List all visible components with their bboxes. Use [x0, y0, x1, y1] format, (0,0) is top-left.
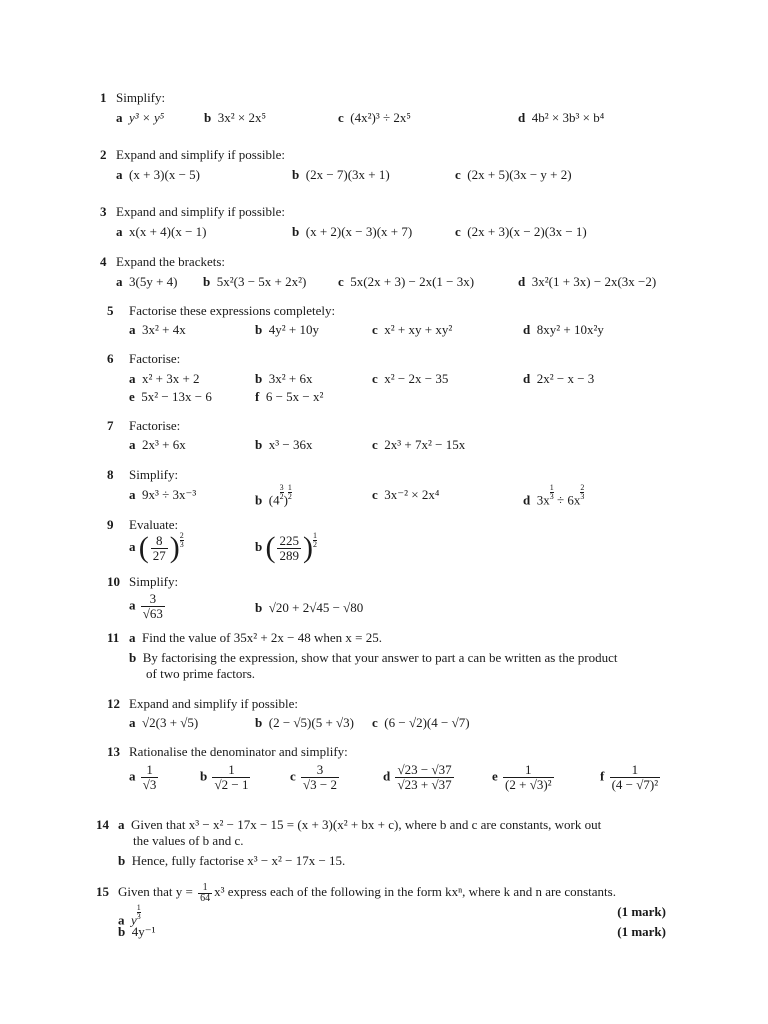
q14-number: 14 [96, 817, 109, 832]
q6-part-c: c x² − 2x − 35 [372, 371, 449, 386]
q14-part-a: a Given that x³ − x² − 17x − 15 = (x + 3)(x² + bx + c), where b and c are constants, work out [118, 817, 602, 832]
q13-number: 13 [107, 744, 120, 759]
q5-number: 5 [107, 303, 114, 318]
q11-part-b: b By factorising the expression, show that your answer to part a can be written as the product [129, 650, 618, 665]
q2-part-a: a (x + 3)(x − 5) [116, 167, 200, 182]
q6-part-b: b 3x² + 6x [255, 371, 313, 386]
q10-part-a: a $\frac{3}{√63}$ [129, 591, 163, 621]
q1-part-b: b 3x² × 2x⁵ [204, 110, 266, 125]
q3-part-c: c (2x + 3)(x − 2)(3x − 1) [455, 224, 587, 239]
q13-part-c: c $\frac{3}{√3 - 2}$ [290, 762, 337, 792]
q6-part-a: a x² + 3x + 2 [129, 371, 200, 386]
q15-part-b: b 4y⁻¹ [118, 924, 156, 939]
q12-part-b: b (2 − √5)(5 + √3) [255, 715, 354, 730]
q13-part-e: e $\frac{1}{\text{(2 + √3)²}}$ [492, 762, 552, 792]
q14-part-a-line2: the values of b and c. [133, 833, 244, 848]
q6-part-e: e 5x² − 13x − 6 [129, 389, 212, 404]
q13-prompt: Rationalise the denominator and simplify: [129, 744, 348, 759]
q9-number: 9 [107, 517, 114, 532]
q15-prompt: Given that y = $\frac{1}{64}$ x³ express each of the following in the form kxⁿ, where k and n are constants. [118, 881, 616, 904]
q4-part-c: c 5x(2x + 3) − 2x(1 − 3x) [338, 274, 475, 289]
q1-part-d: d 4b² × 3b³ × b⁴ [518, 110, 605, 125]
q3-part-a: a x(x + 4)(x − 1) [116, 224, 207, 239]
q8-number: 8 [107, 467, 114, 482]
q1-prompt: Simplify: [116, 90, 166, 105]
q1-number: 1 [100, 90, 107, 105]
q7-part-b: b x³ − 36x [255, 437, 313, 452]
q9-part-a: a ( $\frac{8}{27}$ ) $\frac{2}{3}$ [129, 531, 184, 565]
q5-prompt: Factorise these expressions completely: [129, 303, 336, 318]
q4-part-d: d 3x²(1 + 3x) − 2x(3x −2) [518, 274, 657, 289]
q6-number: 6 [107, 351, 114, 366]
q13-part-d: d $\frac{√23 - √37}{√23 + √37}$ [383, 762, 452, 792]
q6-prompt: Factorise: [129, 351, 181, 366]
q11-number: 11 [107, 630, 120, 645]
q5-part-d: d 8xy² + 10x²y [523, 322, 604, 337]
q2-part-c: c (2x + 5)(3x − y + 2) [455, 167, 572, 182]
q7-prompt: Factorise: [129, 418, 181, 433]
q11-part-a: a Find the value of 35x² + 2x − 48 when x = 25. [129, 630, 383, 645]
q12-number: 12 [107, 696, 120, 711]
q5-part-b: b 4y² + 10y [255, 322, 319, 337]
q11-part-b-line2: of two prime factors. [146, 666, 256, 681]
q8-part-a: a 9x³ ÷ 3x⁻³ [129, 487, 197, 502]
q9-prompt: Evaluate: [129, 517, 179, 532]
q12-part-c: c (6 − √2)(4 − √7) [372, 715, 470, 730]
q14-part-b: b Hence, fully factorise x³ − x² − 17x − 15. [118, 853, 346, 868]
q15-part-b-mark: (1 mark) [617, 924, 666, 939]
q8-part-c: c 3x⁻² × 2x⁴ [372, 487, 440, 502]
q2-prompt: Expand and simplify if possible: [116, 147, 285, 162]
q3-prompt: Expand and simplify if possible: [116, 204, 285, 219]
q2-part-b: b (2x − 7)(3x + 1) [292, 167, 390, 182]
q6-part-f: f 6 − 5x − x² [255, 389, 324, 404]
q8-part-d: d 3x $\frac{1}{3}$ ÷ 6x $\frac{2}{3}$ [523, 483, 585, 508]
q3-number: 3 [100, 204, 107, 219]
q5-part-c: c x² + xy + xy² [372, 322, 453, 337]
q6-part-d: d 2x² − x − 3 [523, 371, 595, 386]
q15-part-a-mark: (1 mark) [617, 904, 666, 919]
q2-number: 2 [100, 147, 107, 162]
q9-part-b: b ( $\frac{225}{289}$ ) $\frac{1}{2}$ [255, 531, 317, 565]
q10-number: 10 [107, 574, 120, 589]
q10-prompt: Simplify: [129, 574, 179, 589]
q10-part-b: b √20 + 2√45 − √80 [255, 600, 364, 615]
q4-part-b: b 5x²(3 − 5x + 2x²) [203, 274, 307, 289]
q7-part-a: a 2x³ + 6x [129, 437, 186, 452]
q13-part-a: a $\frac{1}{√3}$ [129, 762, 157, 792]
q15-number: 15 [96, 884, 109, 899]
q4-prompt: Expand the brackets: [116, 254, 226, 269]
q12-part-a: a √2(3 + √5) [129, 715, 199, 730]
q5-part-a: a 3x² + 4x [129, 322, 186, 337]
q13-part-b: b $\frac{1}{√2 - 1}$ [200, 762, 249, 792]
q8-part-b: b (4 $\frac{3}{2}$ ) $\frac{1}{2}$ [255, 483, 292, 508]
q4-number: 4 [100, 254, 107, 269]
q13-part-f: f $\frac{1}{\text{(4 − √7)²}}$ [600, 762, 659, 792]
q8-prompt: Simplify: [129, 467, 179, 482]
q15-part-a: a y $\frac{1}{3}$ [118, 903, 141, 928]
q1-part-a: a y³ × y⁵ [116, 110, 165, 125]
q1-part-c: c (4x²)³ ÷ 2x⁵ [338, 110, 411, 125]
q12-prompt: Expand and simplify if possible: [129, 696, 298, 711]
q7-number: 7 [107, 418, 114, 433]
q7-part-c: c 2x³ + 7x² − 15x [372, 437, 466, 452]
q3-part-b: b (x + 2)(x − 3)(x + 7) [292, 224, 413, 239]
q4-part-a: a 3(5y + 4) [116, 274, 178, 289]
